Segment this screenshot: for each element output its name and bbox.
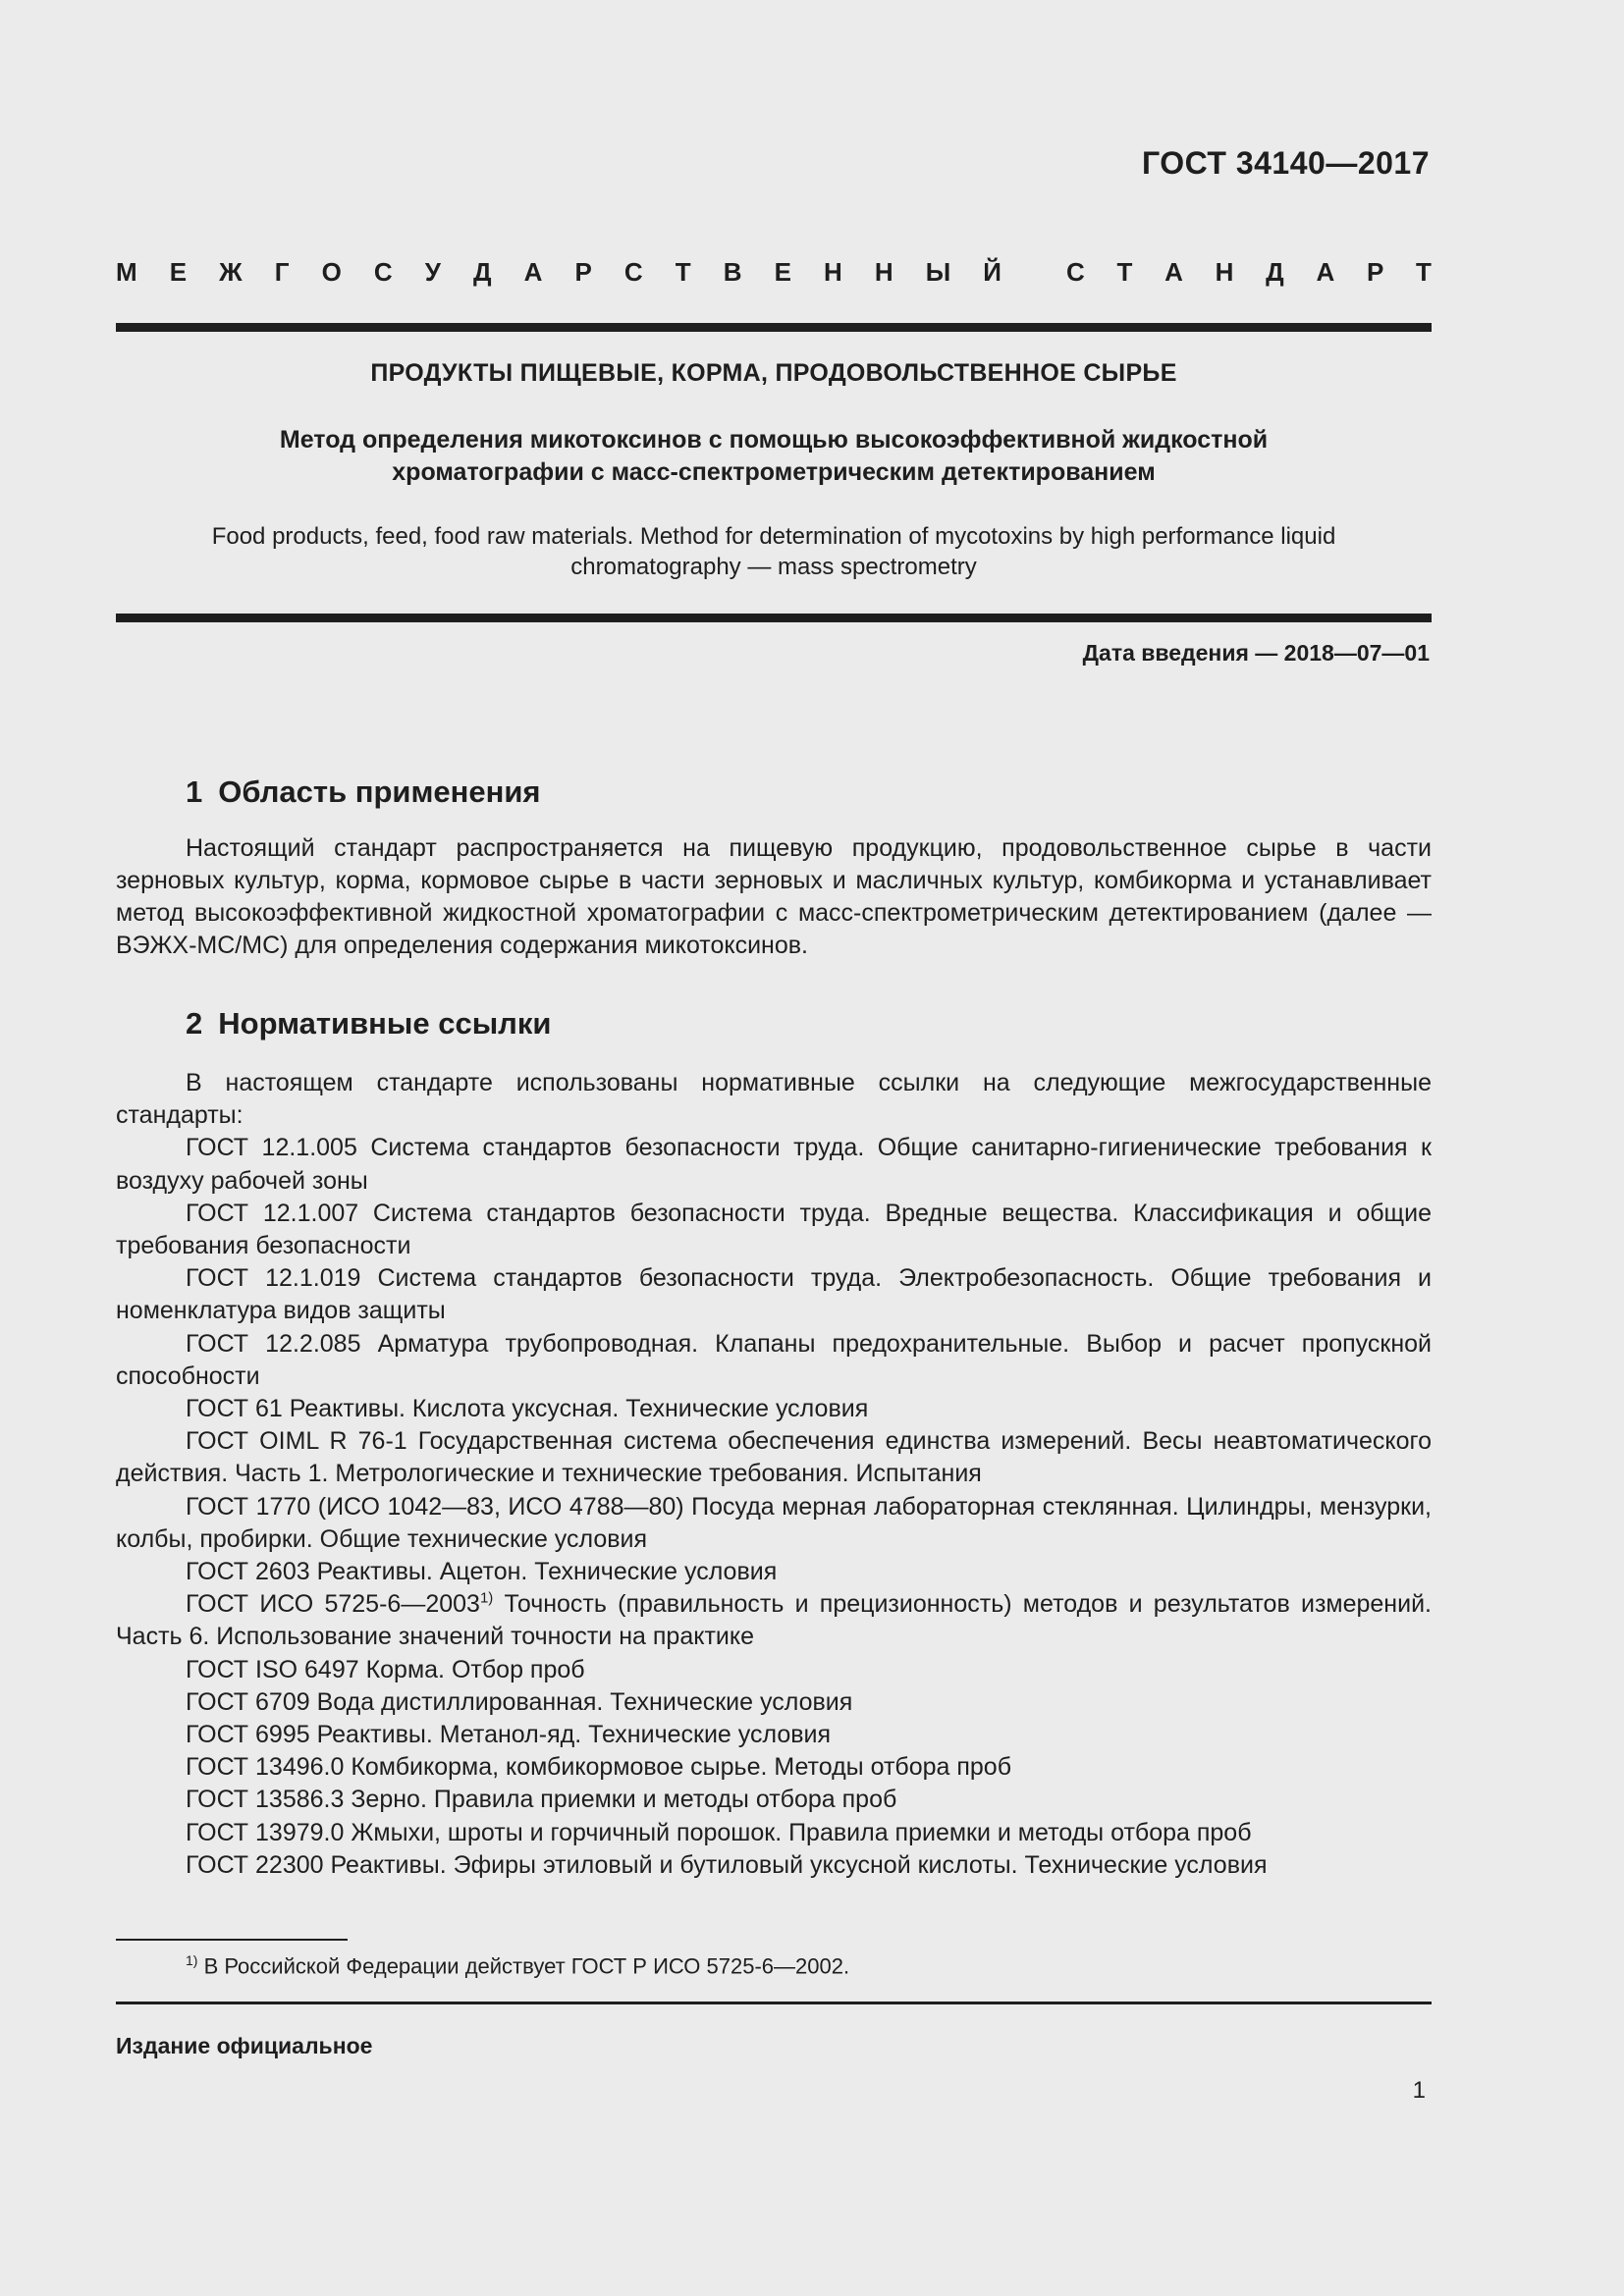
doc-kind-letter: Т xyxy=(675,257,691,287)
doc-kind-letter: Й xyxy=(983,257,1001,287)
doc-kind-heading xyxy=(116,257,1432,288)
reference-item: ГОСТ 6995 Реактивы. Метанол-яд. Технические условия xyxy=(186,1721,832,1749)
reference-item: ГОСТ OIML R 76-1 Государственная система обеспечения единства измерений. Весы неавтоматического действия. Часть 1. Метрологические и технические требования. Испытания xyxy=(116,1427,1432,1488)
doc-kind-letter: Р xyxy=(1366,257,1384,287)
doc-kind-letter: Т xyxy=(1116,257,1133,287)
normative-references xyxy=(116,1067,1432,1882)
footnote-mark: 1) xyxy=(186,1952,198,1968)
reference-item: ГОСТ 61 Реактивы. Кислота уксусная. Технические условия xyxy=(186,1395,869,1423)
reference-item: ГОСТ 12.2.085 Арматура трубопроводная. Клапаны предохранительные. Выбор и расчет пропускной способности xyxy=(116,1329,1432,1390)
doc-kind-letter: Т xyxy=(1416,257,1432,287)
title-english-line-2: chromatography — mass spectrometry xyxy=(570,554,977,580)
doc-kind-letter: А xyxy=(1164,257,1183,287)
doc-kind-letter: М xyxy=(116,257,137,287)
reference-item: ГОСТ 12.1.005 Система стандартов безопасности труда. Общие санитарно-гигиенические требования к воздуху рабочей зоны xyxy=(116,1134,1432,1195)
reference-item: ГОСТ 2603 Реактивы. Ацетон. Технические условия xyxy=(186,1558,778,1586)
footer-divider xyxy=(116,2002,1432,2004)
reference-item-iso xyxy=(116,1588,1432,1653)
reference-item: ГОСТ 13496.0 Комбикорма, комбикормовое сырье. Методы отбора проб xyxy=(186,1753,1012,1782)
title-subtitle-line-2: хроматографии с масс-спектрометрическим детектированием xyxy=(392,458,1156,486)
doc-kind-letter: Ж xyxy=(219,257,243,287)
title-divider xyxy=(116,614,1432,622)
doc-kind-letter: Н xyxy=(824,257,842,287)
doc-kind-letter: Р xyxy=(574,257,592,287)
reference-item: ГОСТ 6709 Вода дистиллированная. Технические условия xyxy=(186,1687,853,1716)
reference-item: ГОСТ 1770 (ИСО 1042—83, ИСО 4788—80) Посуда мерная лабораторная стеклянная. Цилиндры, мензурки, колбы, пробирки. Общие технические условия xyxy=(116,1492,1432,1553)
reference-item: ГОСТ 12.1.007 Система стандартов безопасности труда. Вредные вещества. Классификация и общие требования безопасности xyxy=(116,1199,1432,1260)
footnote-mark: 1) xyxy=(479,1589,494,1607)
title-main: ПРОДУКТЫ ПИЩЕВЫЕ, КОРМА, ПРОДОВОЛЬСТВЕННОЕ СЫРЬЕ xyxy=(370,359,1177,387)
footnote-divider xyxy=(116,1939,348,1941)
doc-kind-letter: О xyxy=(321,257,342,287)
footnote-text: В Российской Федерации действует ГОСТ Р ИСО 5725-6—2002. xyxy=(197,1953,850,1979)
reference-item: ГОСТ 12.1.019 Система стандартов безопасности труда. Электробезопасность. Общие требования и номенклатура видов защиты xyxy=(116,1264,1432,1325)
title-subtitle xyxy=(116,424,1432,489)
doc-kind-letter: В xyxy=(723,257,742,287)
doc-kind-word-2 xyxy=(1066,257,1432,288)
title-english xyxy=(116,521,1432,582)
reference-item: ГОСТ 13586.3 Зерно. Правила приемки и методы отбора проб xyxy=(186,1786,897,1814)
page-number: 1 xyxy=(1412,2077,1426,2104)
doc-kind-letter: А xyxy=(1316,257,1335,287)
iso-ref-head: ГОСТ ИСО 5725-6—2003 xyxy=(186,1590,480,1619)
reference-item: ГОСТ 13979.0 Жмыхи, шроты и горчичный порошок. Правила приемки и методы отбора проб xyxy=(186,1818,1252,1846)
section-1-heading xyxy=(186,774,541,810)
section-1-text: Настоящий стандарт распространяется на пищевую продукцию, продовольственное сырье в части зерновых культур, корма, кормовое сырье в части зерновых и масличных культур, комбикорма и устанавливает метод высокоэффективной жидкостной хроматографии с масс-спектрометрическим детектированием (далее — ВЭЖХ-МС/МС) для определения содержания микотоксинов. xyxy=(116,834,1432,959)
intro-date: Дата введения — 2018—07—01 xyxy=(1082,640,1430,666)
section-2-heading xyxy=(186,1006,551,1041)
section-2-title: Нормативные ссылки xyxy=(218,1006,552,1041)
doc-number: ГОСТ 34140—2017 xyxy=(1141,145,1430,181)
doc-kind-letter: У xyxy=(424,257,441,287)
doc-kind-letter: Н xyxy=(874,257,893,287)
title-subtitle-line-1: Метод определения микотоксинов с помощью высокоэффективной жидкостной xyxy=(279,426,1269,454)
doc-kind-letter: Г xyxy=(274,257,290,287)
doc-kind-letter: Е xyxy=(774,257,791,287)
top-divider xyxy=(116,323,1432,332)
doc-kind-letter: Н xyxy=(1215,257,1234,287)
doc-kind-letter: Д xyxy=(473,257,492,287)
doc-kind-letter: С xyxy=(623,257,643,287)
doc-kind-letter: С xyxy=(1066,257,1085,287)
doc-kind-letter: Ы xyxy=(925,257,951,287)
reference-item: ГОСТ 22300 Реактивы. Эфиры этиловый и бутиловый уксусной кислоты. Технические условия xyxy=(186,1850,1268,1879)
section-1-number: 1 xyxy=(186,774,203,809)
section-1-title: Область применения xyxy=(218,774,541,809)
doc-kind-letter: С xyxy=(373,257,393,287)
reference-item: ГОСТ ISO 6497 Корма. Отбор проб xyxy=(186,1655,585,1683)
doc-kind-word-1 xyxy=(116,257,1001,288)
doc-kind-letter: Д xyxy=(1266,257,1284,287)
section-2-number: 2 xyxy=(186,1006,203,1041)
title-english-line-1: Food products, feed, food raw materials. Method for determination of mycotoxins by high performance liquid xyxy=(211,523,1336,550)
iso-ref-tail: Точность (правильность и прецизионность) методов и результатов измерений. Часть 6. Использование значений точности на практике xyxy=(116,1590,1432,1651)
section-2-intro: В настоящем стандарте использованы нормативные ссылки на следующие межгосударственные стандарты: xyxy=(116,1069,1432,1130)
doc-kind-letter: Е xyxy=(169,257,188,287)
doc-kind-letter: А xyxy=(523,257,543,287)
footnote xyxy=(186,1946,849,1981)
edition-label: Издание официальное xyxy=(116,2033,373,2058)
